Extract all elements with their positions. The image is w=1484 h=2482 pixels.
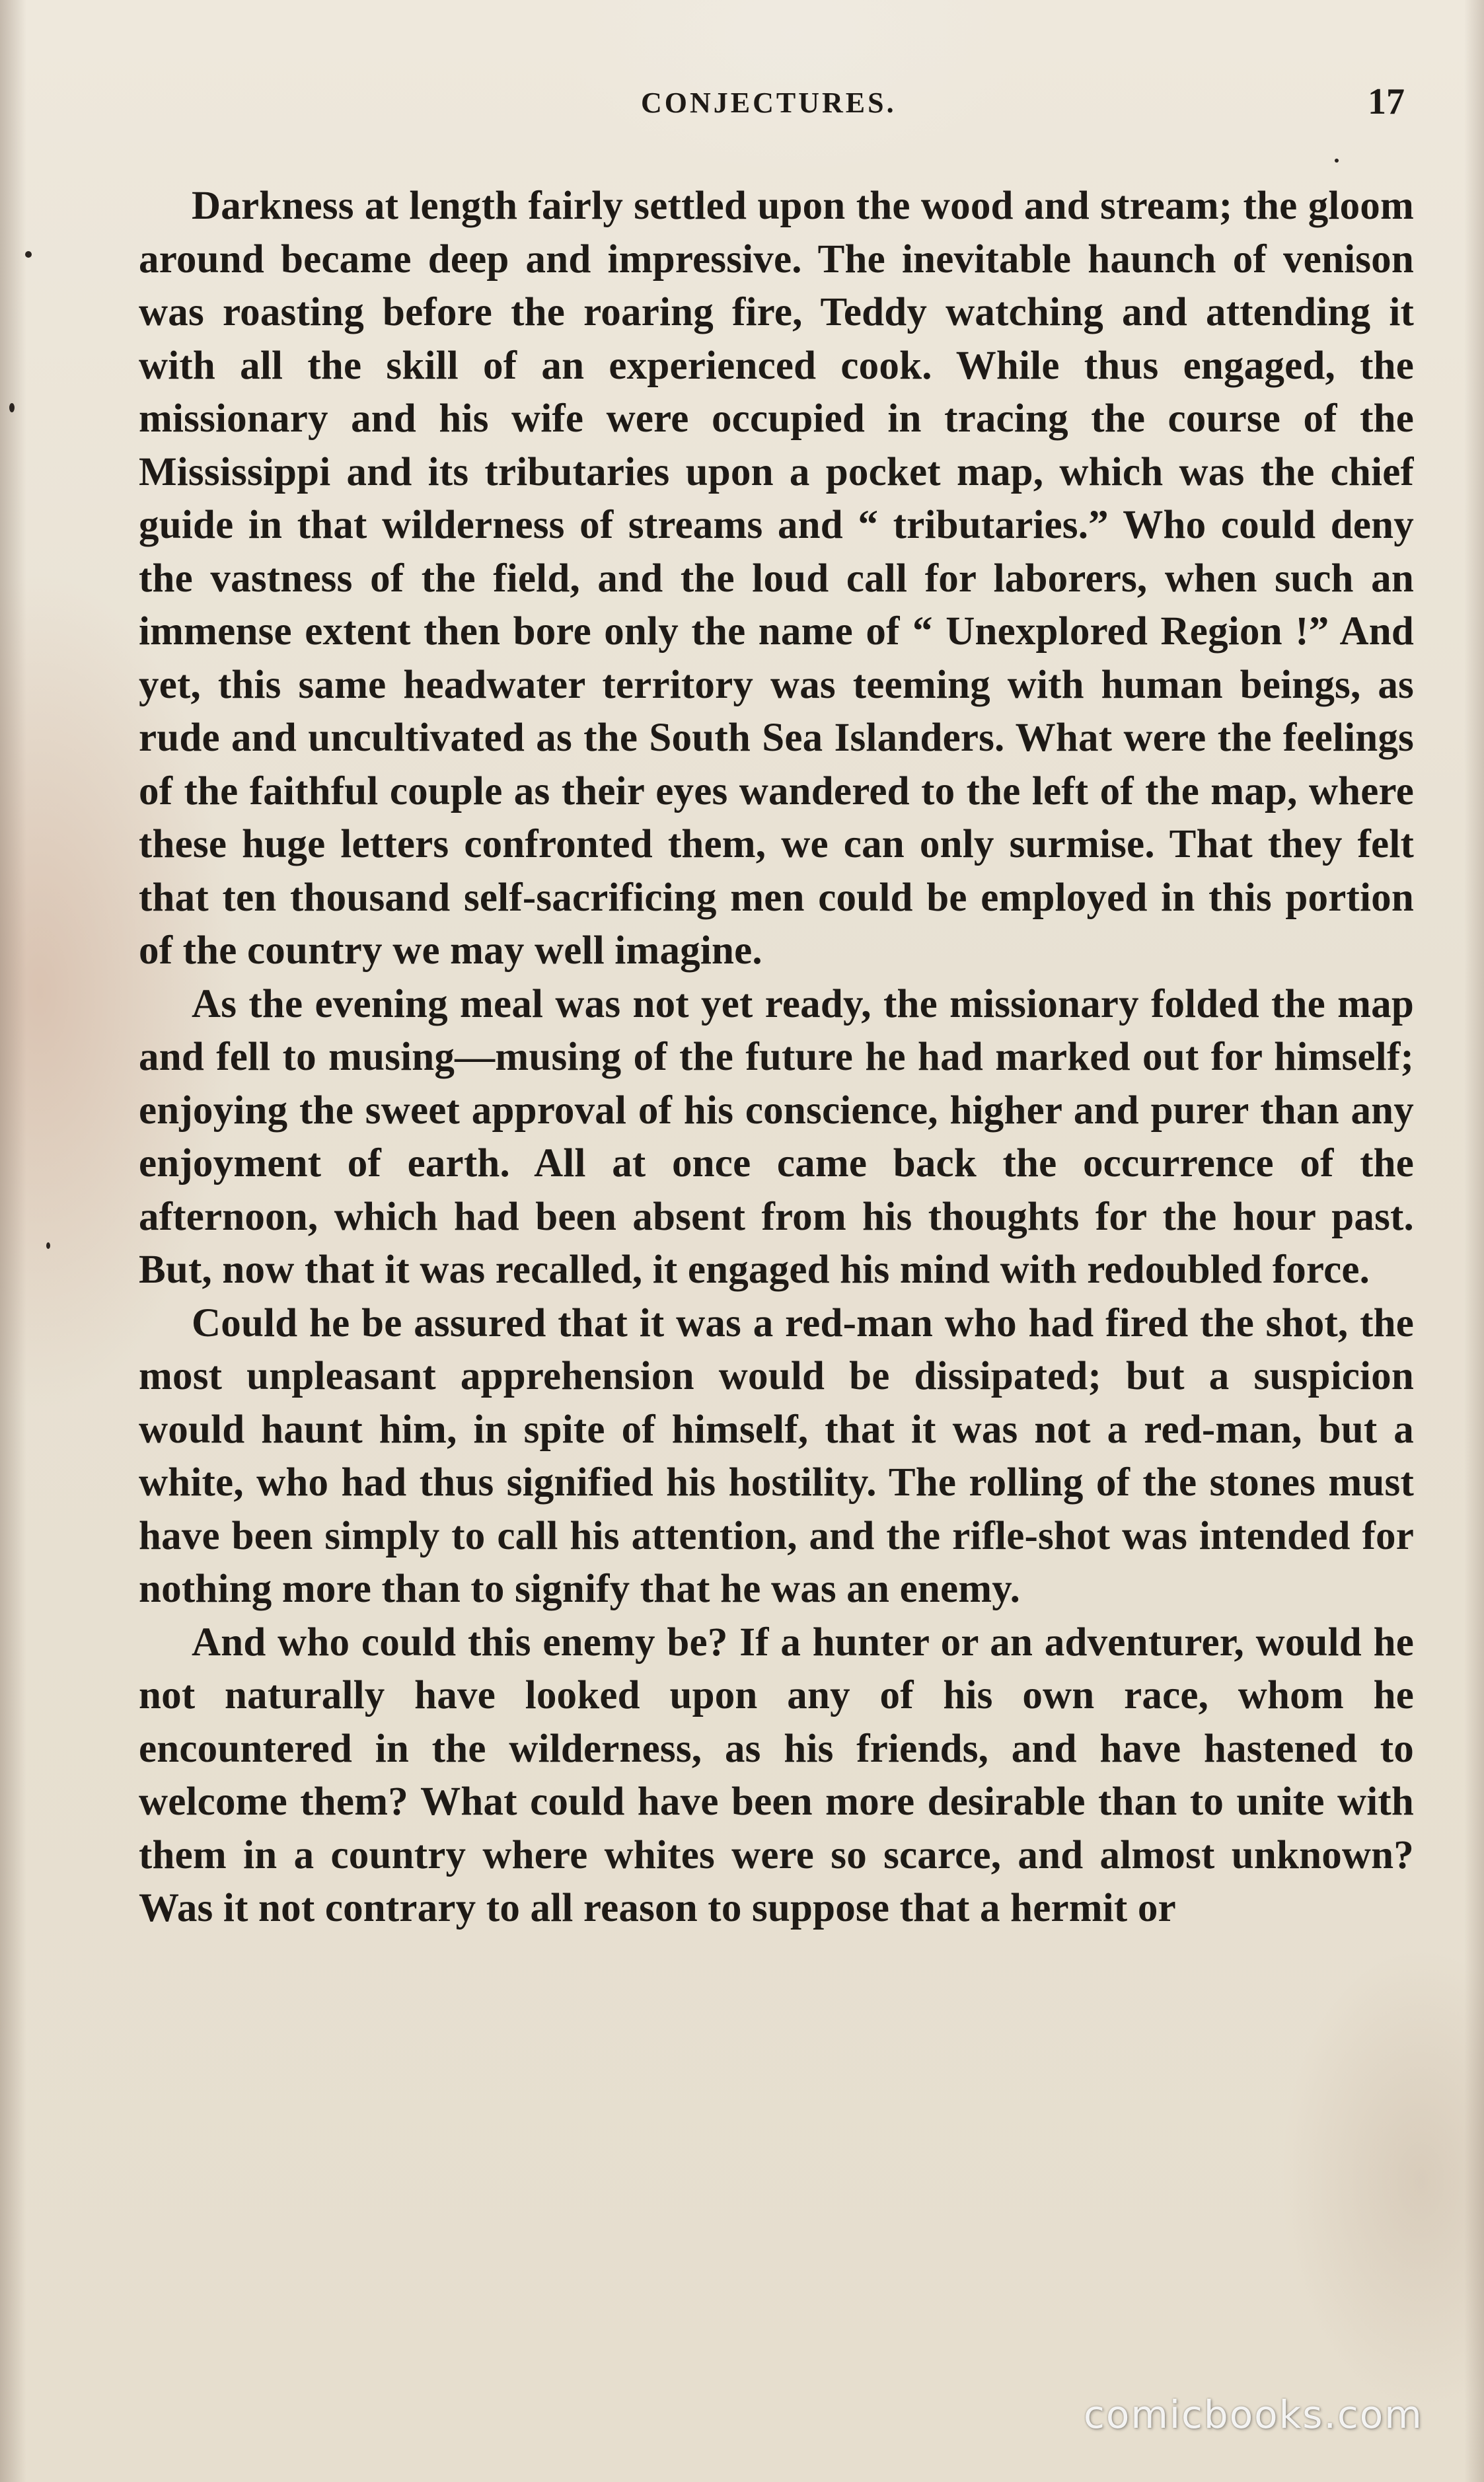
paragraph-2: As the evening meal was not yet ready, the missionary folded the map and fell to musing—musing of the future he had marked out for himself; enjoying the sweet approval of his conscience, higher and purer than any enjoyment of earth. All at once came back the occurrence of the afternoon, which had been absent from his thoughts for the hour past. But, now that it was recalled, it engaged his mind with redoubled force. (139, 981, 1414, 1292)
ink-speck (25, 251, 32, 258)
ink-speck (46, 1242, 50, 1249)
ink-speck (1335, 159, 1339, 163)
running-head (0, 81, 1484, 132)
page-number: 17 (1368, 81, 1405, 122)
page-edge-shadow-right (1464, 0, 1484, 2482)
body-text (139, 180, 1414, 2334)
paragraph-1: Darkness at length fairly settled upon the wood and stream; the gloom around became deep and impressive. The inevitable haunch of venison was roasting before the roaring fire, Teddy watching and attending it with all the skill of an experienced cook. While thus engaged, the missionary and his wife were occupied in tracing the course of the Mississippi and its tributaries upon a pocket map, which was the chief guide in that wilderness of streams and “ tributaries.” Who could deny the vastness of the field, and the loud call for laborers, when such an immense extent then bore only the name of “ Unexplored Region !” And yet, this same headwater territory was teeming with human beings, as rude and uncultivated as the South Sea Islanders. What were the feelings of the faithful couple as their eyes wandered to the left of the map, where these huge letters confronted them, we can only surmise. That they felt that ten thousand self-sacrificing men could be employed in this portion of the country we may well imagine. (139, 184, 1414, 973)
running-title: CONJECTURES. (641, 87, 897, 119)
ink-speck (9, 403, 15, 412)
paragraph-4: And who could this enemy be? If a hunter or an adventurer, would he not naturally have looked upon any of his own race, whom he encountered in the wilderness, as his friends, and have hastened to welcome them? What could have been more desirable than to unite with them in a country where whites were so scarce, and almost unknown? Was it not contrary to all reason to suppose that a hermit or (139, 1620, 1414, 1930)
watermark: comicbooks.com (1084, 2392, 1423, 2437)
page-edge-shadow-left (0, 0, 26, 2482)
paragraph-3: Could he be assured that it was a red-man who had fired the shot, the most unpleasant apprehension would be dissipated; but a suspicion would haunt him, in spite of himself, that it was not a red-man, but a white, who had thus signified his hostility. The rolling of the stones must have been simply to call his attention, and the rifle-shot was intended for nothing more than to signify that he was an enemy. (139, 1300, 1414, 1611)
